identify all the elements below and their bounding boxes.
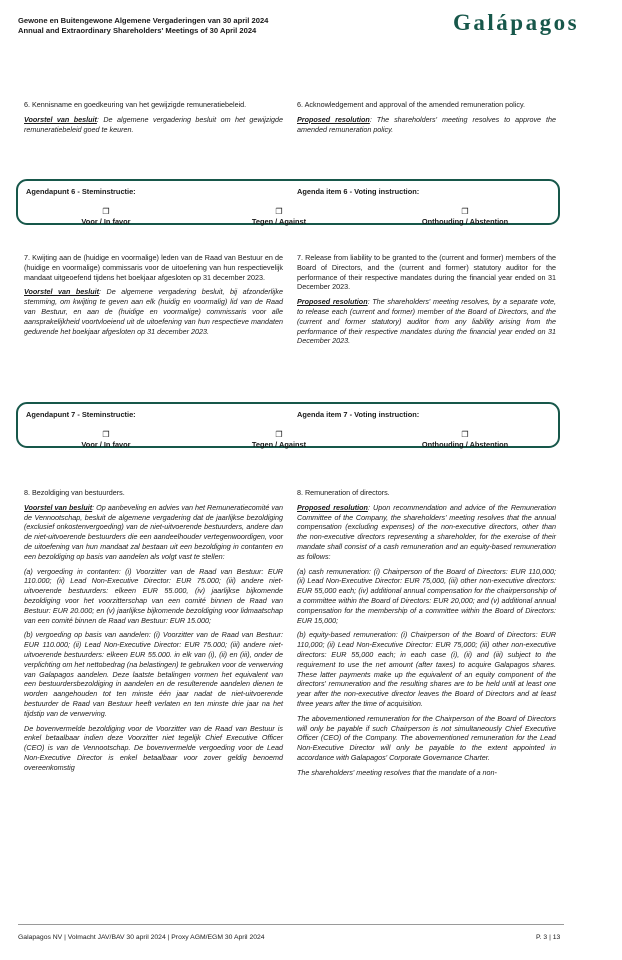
proposal-text: : De algemene vergadering besluit, bij afzonderlijke stemming, om kwijting te geven aan elk (huidig en voormalig) lid van de Raad van Bestuur, en aan de (huidige en voormalige) commissaris voor alle aansprakelijkheid voortvloeiend uit de uitoefening van hun respectieve mandaten gedurende het boekjaar afgesloten op 31 december 2023. <box>24 287 283 336</box>
proposal-label: Proposed resolution <box>297 502 368 512</box>
item6-en <box>297 100 556 139</box>
proposal-label: Voorstel van besluit <box>24 114 97 124</box>
proposal-label: Voorstel van besluit <box>24 502 93 512</box>
proposal-label: Proposed resolution <box>297 114 370 124</box>
item8-en-chair-note: The abovementioned remuneration for the Chairperson of the Board of Directors will only be payable if such Chairperson is not simultaneously Chief Executive Officer (CEO) of the Company. The abovementioned remuneration for the Lead Non-Executive Director will only be payable to the extent appointed in accordance with Galapagos' Corporate Governance Charter. <box>297 713 556 762</box>
checkbox-icon[interactable]: ❐ <box>102 430 110 439</box>
option-label: Tegen / Against <box>251 217 307 226</box>
vote-title-en: Agenda item 6 - Voting instruction: <box>297 187 420 196</box>
option-label: Onthouding / Abstention <box>421 440 509 449</box>
item8-en-text: 8. Remuneration of directors. <box>297 488 390 497</box>
checkbox-icon[interactable]: ❐ <box>275 207 283 216</box>
proposal-label: Voorstel van besluit <box>24 287 100 297</box>
item7-en <box>297 253 556 351</box>
page-number: P. 3 | 13 <box>536 934 561 941</box>
item8-nl-text: 8. Bezoldiging van bestuurders. <box>24 488 125 497</box>
vote-option-against[interactable] <box>209 207 349 227</box>
proposal-text: : De algemene vergadering besluit om het gewijzigde remuneratiebeleid goed te keuren. <box>24 114 283 134</box>
item6-nl-text: 6. Kennisname en goedkeuring van het gewijzigde remuneratiebeleid. <box>24 100 247 109</box>
item8-en-equity: (b) equity-based remuneration: (i) Chairperson of the Board of Directors: EUR 110,000; (ii) Lead Non-Executive Director: EUR 75,000; (iii) other non-executive directors: EUR 55,000 each; in each case (i), (ii) and (iii) subject to the requirement to use the net amount (after taxes) to acquire Galapagos shares. These latter payments make up the equivalent of an equity component of the directors' remuneration and the resulting shares are to be held until at least one year after the non-executive director leaves the Board of Directors and at least three years after the time of acquisition. <box>297 630 556 708</box>
item8-en-cash: (a) cash remuneration: (i) Chairperson of the Board of Directors: EUR 110,000; (ii) Lead Non-Executive Director: EUR 75,000, (iii) other non-executive directors: EUR 55,000 each; (iv) additional annual compensation for the chairpersonship of a committee within the Board of Directors: EUR 20,000; and (v) additional annual compensation for the membership of a committee within the Board of Directors: EUR 15,000; <box>297 566 556 625</box>
vote-option-in-favor[interactable] <box>36 430 176 450</box>
item8-en-mandate: The shareholders' meeting resolves that the mandate of a non- <box>297 767 497 777</box>
proposal-text: : The shareholders' meeting resolves, by a separate vote, to release each (current and former) member of the Board of Directors, and the (current and former statutory) auditor from any liability arising from the performance of their respective mandates during the financial year ended on 31 December 2023. <box>297 297 556 346</box>
checkbox-icon[interactable]: ❐ <box>102 207 110 216</box>
item8-nl-proposal <box>24 503 283 562</box>
footer-divider <box>18 924 564 925</box>
voting-box-item6 <box>16 179 560 225</box>
vote-title-en: Agenda item 7 - Voting instruction: <box>297 410 420 419</box>
proposal-label: Proposed resolution <box>297 297 368 307</box>
galapagos-logo: Galápagos <box>453 10 580 35</box>
vote-option-abstention[interactable] <box>395 207 535 227</box>
option-label: Voor / In favor <box>81 217 131 226</box>
header-title-nl: Gewone en Buitengewone Algemene Vergaderingen van 30 april 2024 <box>18 16 269 25</box>
proposal-text: : Upon recommendation and advice of the Remuneration Committee of the Company, the shareholders' meeting resolves that the annual compensation (excluding expenses) of the non-executive directors, other than the non-executive directors representing a shareholder, for the exercise of their mandate shall consist of a cash remuneration and an equity-based remuneration as follows: <box>297 502 556 561</box>
item8-nl <box>24 488 283 778</box>
checkbox-icon[interactable]: ❐ <box>275 430 283 439</box>
checkbox-icon[interactable]: ❐ <box>461 207 469 216</box>
item8-en <box>297 488 556 783</box>
item6-nl-proposal <box>24 115 283 135</box>
page-header <box>18 16 268 36</box>
item6-en-proposal <box>297 115 556 135</box>
item6-en-text: 6. Acknowledgement and approval of the amended remuneration policy. <box>297 100 526 109</box>
item8-en-proposal <box>297 503 556 562</box>
item7-nl-proposal <box>24 287 283 336</box>
voting-box-item7 <box>16 402 560 448</box>
item7-en-proposal <box>297 297 556 346</box>
item7-en-text: 7. Release from liability to be granted to the (current and former) members of the Board of Directors, and the (current and former) statutory auditor for the performance of their respective mandates during the financial year ended on 31 December 2023. <box>297 253 556 292</box>
item7-nl <box>24 253 283 341</box>
option-label: Voor / In favor <box>81 440 131 449</box>
item8-nl-chair-note: De bovenvermelde bezoldiging voor de Voorzitter van de Raad van Bestuur is enkel betaalbaar indien deze Voorzitter niet tegelijk Chief Executive Officer (CEO) is van de Vennootschap. De bovenvermelde vergoeding voor de Lead Non-Executive Director is enkel betaalbaar voor zover geldig benoemd overeenkomstig <box>24 723 283 772</box>
option-label: Tegen / Against <box>251 440 307 449</box>
item8-nl-cash: (a) vergoeding in contanten: (i) Voorzitter van de Raad van Bestuur: EUR 110.000; (ii) Lead Non-Executive Director: EUR 75.000; (iii) andere niet-uitvoerende bestuurders: elkeen EUR 55.000, (iv) jaarlijkse bijkomende bezoldiging voor het voorzitterschap van een comité binnen de Raad van Bestuur: EUR 20.000; en (v) jaarlijkse bijkomende bezoldiging voor lidmaatschap van een comité binnen de Raad van Bestuur: EUR 15.000; <box>24 566 283 625</box>
vote-option-in-favor[interactable] <box>36 207 176 227</box>
item7-nl-text: 7. Kwijting aan de (huidige en voormalige) leden van de Raad van Bestuur en de (huidige en voormalige) commissaris voor de uitoefening van hun respectievelijk mandaat uitgeoefend tijdens het boekjaar afgesloten op 31 december 2023. <box>24 253 283 282</box>
vote-option-against[interactable] <box>209 430 349 450</box>
option-label: Onthouding / Abstention <box>421 217 509 226</box>
vote-title-nl: Agendapunt 6 - Steminstructie: <box>26 187 136 196</box>
vote-title-nl: Agendapunt 7 - Steminstructie: <box>26 410 136 419</box>
item8-nl-equity: (b) vergoeding op basis van aandelen: (i) Voorzitter van de Raad van Bestuur: EUR 110.000; (ii) Lead Non-Executive Director: EUR 75.000; (iii) andere niet-uitvoerende bestuurders: elkeen EUR 55.000. in elk van (i), (ii) en (iii), onder de verplichting om het nettobedrag (na belastingen) te gebruiken voor de verwerving van Galapagos aandelen. Deze laatste betalingen vormen het equivalent van een bestuurdersbezoldiging in aandelen en de resulterende aandelen dienen te worden aangehouden tot ten minste één jaar nadat de niet-uitvoerende bestuurder de Raad van Bestuur heeft verlaten en ten minste drie jaar na het tijdstip van de verwerving. <box>24 630 283 718</box>
footer-left: Galapagos NV | Volmacht JAV/BAV 30 april 2024 | Proxy AGM/EGM 30 April 2024 <box>18 934 265 941</box>
proposal-text: : The shareholders' meeting resolves to approve the amended remuneration policy. <box>297 114 556 134</box>
header-title-en: Annual and Extraordinary Shareholders' Meetings of 30 April 2024 <box>18 26 257 35</box>
proposal-text: : Op aanbeveling en advies van het Remuneratiecomité van de Vennootschap, besluit de algemene vergadering dat de jaarlijkse bezoldiging (exclusief onkostenvergoeding) van de niet-uitvoerende bestuurders, andere dan de niet-uitvoerende bestuurders die een aandeelhouder vertegenwoordigen, voor de uitoefening van hun mandaat zal bestaan uit een bezoldiging in contanten en een bezoldiging op basis van aandelen als volgt vast te stellen: <box>24 502 283 561</box>
checkbox-icon[interactable]: ❐ <box>461 430 469 439</box>
item6-nl <box>24 100 283 139</box>
vote-option-abstention[interactable] <box>395 430 535 450</box>
